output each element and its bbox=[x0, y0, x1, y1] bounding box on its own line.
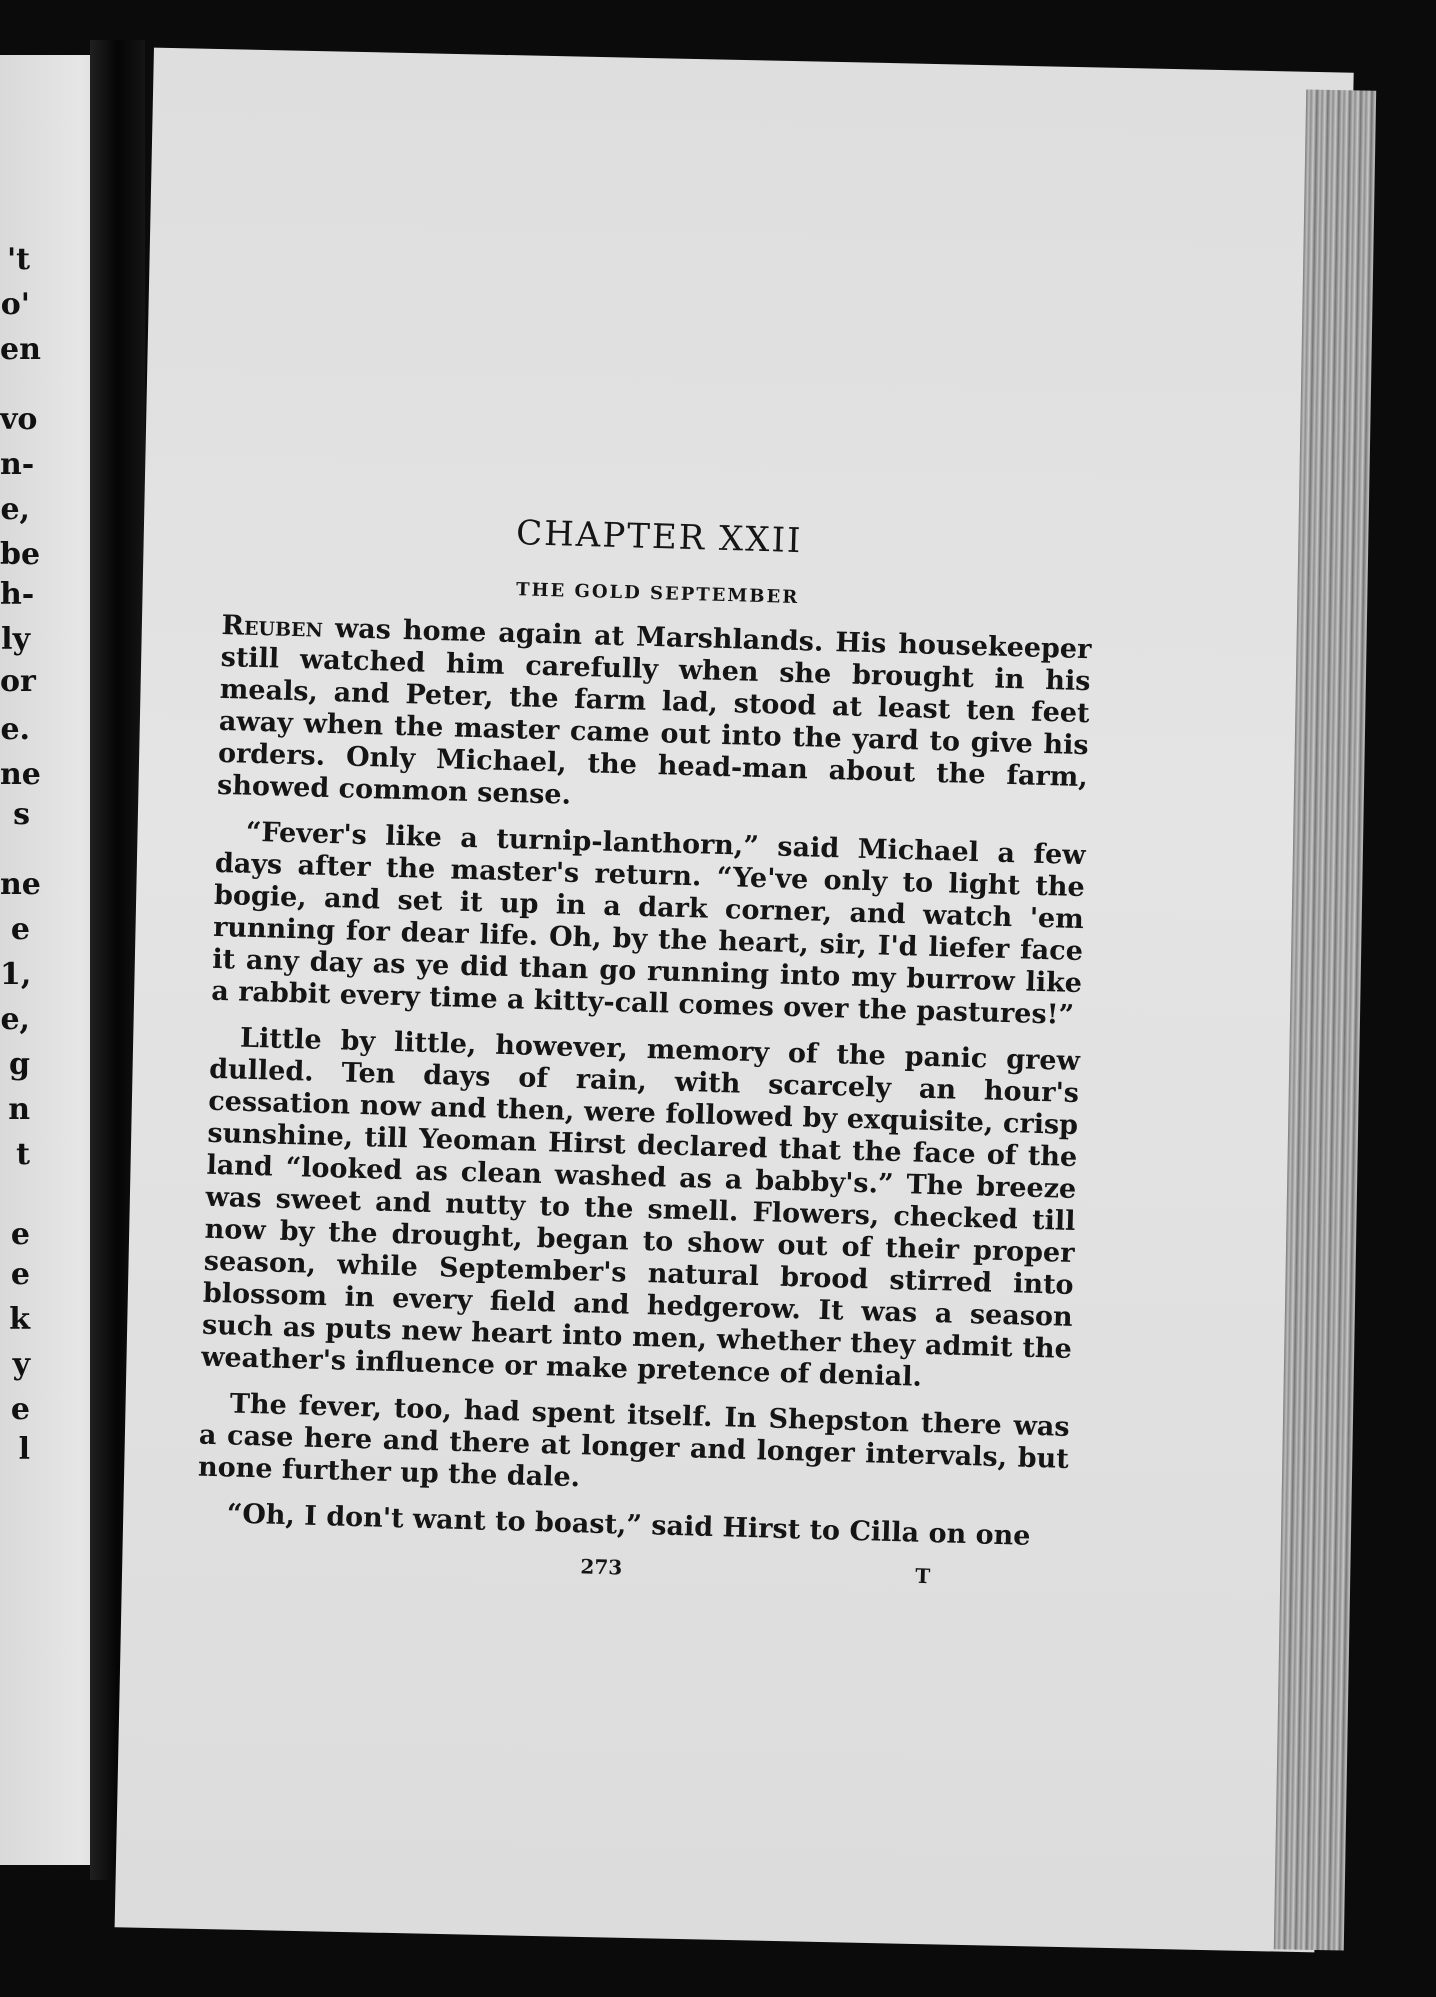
paragraph: The fever, too, had spent itself. In Shepston there was a case here and there at longer and longer intervals, but none further up the dale. bbox=[197, 1388, 1071, 1494]
paragraph: “Oh, I don't want to boast,” said Hirst to Cilla on one bbox=[226, 1498, 1031, 1552]
signature-mark: T bbox=[915, 1563, 931, 1589]
chapter-title: CHAPTER XXII bbox=[515, 513, 803, 562]
previous-page-fragment: n- bbox=[0, 447, 35, 482]
previous-page-fragment: 't bbox=[6, 242, 30, 277]
previous-page-fragment: 1, bbox=[0, 957, 32, 992]
previous-page-fragment: e bbox=[10, 1257, 30, 1292]
page-number: 273 bbox=[580, 1554, 623, 1580]
paragraph bbox=[217, 610, 1092, 826]
paragraph: Little by little, however, memory of the panic grew dulled. Ten days of rain, with scarcely an hour's cessation now and then, were followed by exquisite, crisp sunshine, till Yeoman Hirst declared that the face of the land “looked as clean washed as a babby's.” The breeze was sweet and nutty to the smell. Flowers, checked till now by the drought, began to show out of their proper season, while September's natural brood stirred into blossom in every field and hedgerow. It was a season such as puts new heart into men, whether they admit the weather's influence or make pretence of denial. bbox=[200, 1022, 1081, 1393]
paragraph-lead-word: Reuben bbox=[221, 609, 324, 644]
paragraph-text: was home again at Marshlands. His housekeeper still watched him carefully when she brought in his meals, and Peter, the farm lad, stood at least ten feet away when the master came out into the yard to give his orders. Only Michael, the head-man about the farm, showed common sense. bbox=[216, 612, 1092, 811]
previous-page-fragment: vo bbox=[0, 402, 38, 437]
previous-page-fragment: o' bbox=[0, 287, 30, 322]
previous-page-fragment: e bbox=[10, 912, 30, 947]
page-text-block bbox=[195, 505, 1095, 1598]
previous-page-fragment: be bbox=[0, 537, 41, 572]
previous-page-fragment: ne bbox=[0, 757, 41, 792]
previous-page-fragment: l bbox=[18, 1432, 30, 1467]
previous-page-fragment: en bbox=[0, 332, 41, 367]
paragraph: “Fever's like a turnip-lanthorn,” said Michael a few days after the master's return. “Ye've only to light the bogie, and set it up in a dark corner, and watch 'em running for dear life. Oh, by the heart, sir, I'd liefer face it any day as ye did than go running into my burrow like a rabbit every time a kitty-call comes over the pastures!” bbox=[210, 816, 1086, 1031]
previous-page-fragment: t bbox=[16, 1137, 30, 1172]
previous-page-fragment: e, bbox=[0, 1002, 30, 1037]
previous-page-fragment: g bbox=[9, 1047, 30, 1082]
previous-page-fragment: ly bbox=[1, 622, 30, 657]
previous-page-fragment: e bbox=[10, 1392, 30, 1427]
previous-page-fragment: e bbox=[10, 1217, 30, 1252]
previous-page-fragment: n bbox=[8, 1092, 30, 1127]
previous-page-fragment: y bbox=[12, 1347, 30, 1382]
previous-page-fragment: h- bbox=[0, 577, 35, 612]
previous-page-fragment: s bbox=[13, 797, 30, 832]
previous-page-fragment: e. bbox=[0, 712, 30, 747]
chapter-subtitle: THE GOLD SEPTEMBER bbox=[515, 579, 800, 609]
previous-page-fragment: k bbox=[9, 1302, 30, 1337]
previous-page-fragment: ne bbox=[0, 867, 41, 902]
previous-page-fragment: or bbox=[0, 664, 36, 699]
previous-page-fragment: e, bbox=[0, 492, 30, 527]
